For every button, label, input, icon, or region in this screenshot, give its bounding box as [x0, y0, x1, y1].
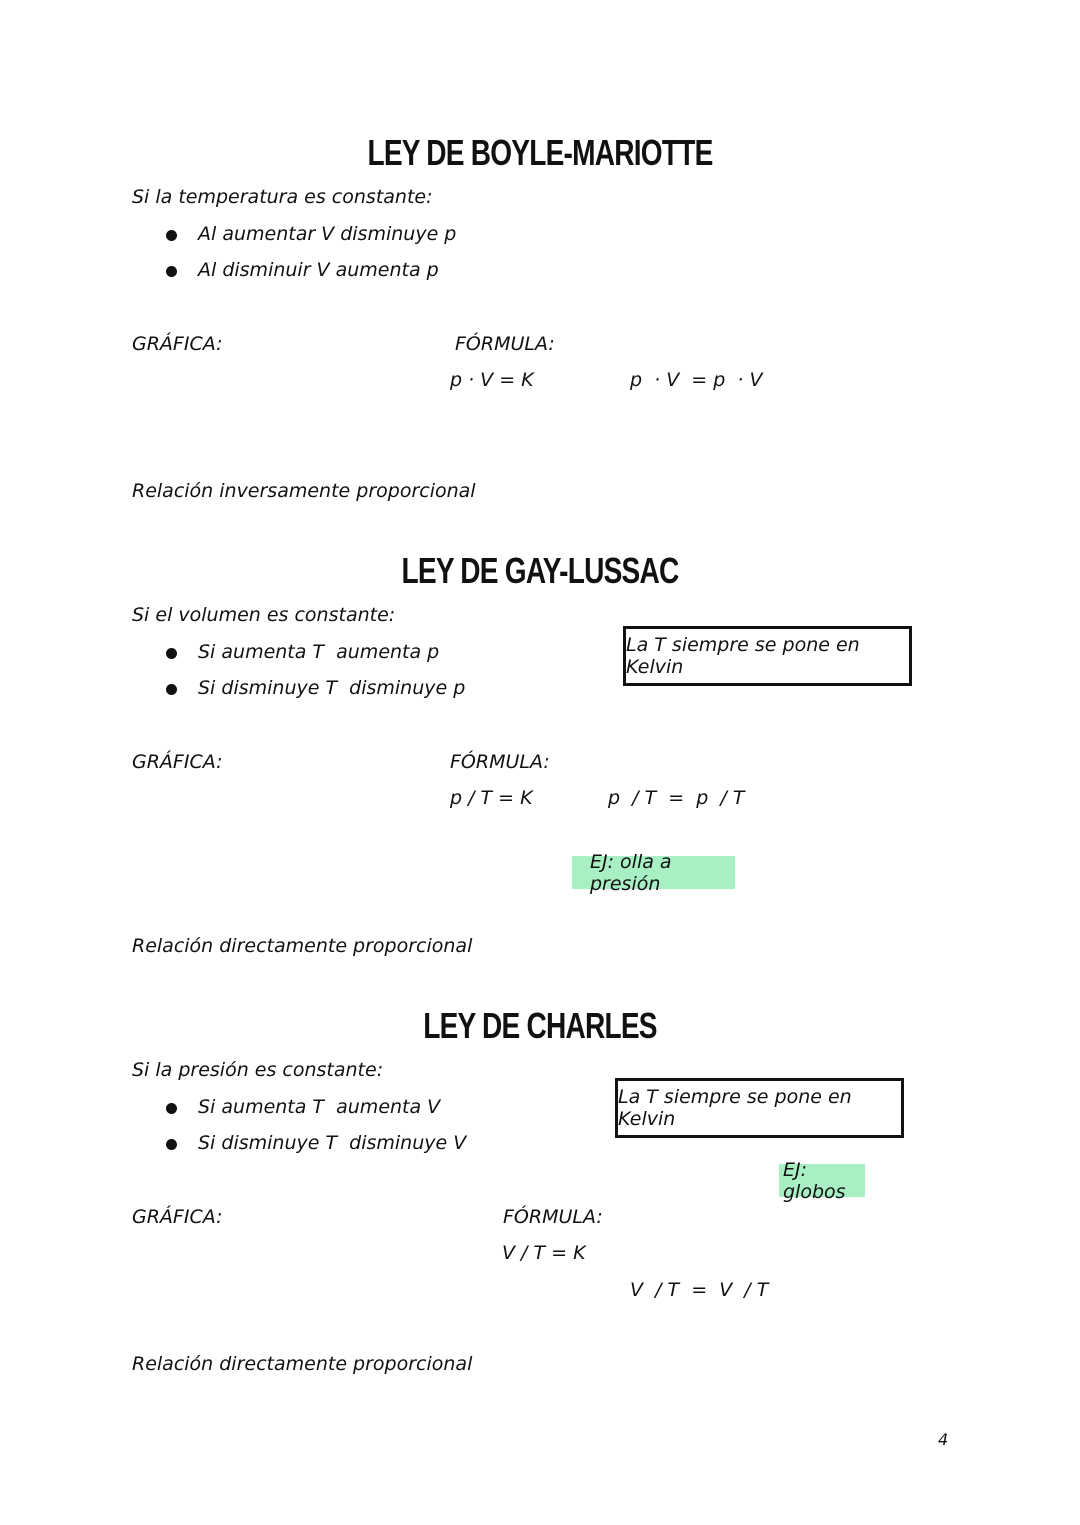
condition-text: Si el volumen es constante: — [132, 604, 396, 626]
formula: p / T = K — [450, 787, 533, 809]
formula: V / T = K — [502, 1242, 586, 1264]
bullet-icon — [166, 1103, 177, 1114]
relation-text: Relación directamente proporcional — [132, 1353, 473, 1375]
formula: p · V = K — [450, 369, 534, 391]
bullet-item: Si disminuye T disminuye V — [198, 1132, 467, 1154]
bullet-item: Si aumenta T aumenta p — [198, 641, 440, 663]
formula-label: FÓRMULA: — [503, 1206, 603, 1228]
formula-equality: p · V = p · V — [630, 369, 763, 391]
bullet-icon — [166, 266, 177, 277]
relation-text: Relación directamente proporcional — [132, 935, 473, 957]
formula-label: FÓRMULA: — [450, 751, 550, 773]
graph-label: GRÁFICA: — [132, 333, 223, 355]
example-highlight: EJ: olla a presión — [572, 856, 735, 889]
formula-equality: p / T = p / T — [608, 787, 745, 809]
page-number: 4 — [938, 1430, 949, 1449]
section-title-boyle: LEY DE BOYLE-MARIOTTE — [367, 132, 713, 173]
bullet-icon — [166, 1139, 177, 1150]
bullet-item: Al disminuir V aumenta p — [198, 259, 439, 281]
section-title-charles: LEY DE CHARLES — [423, 1005, 657, 1046]
bullet-item: Si aumenta T aumenta V — [198, 1096, 441, 1118]
bullet-item: Si disminuye T disminuye p — [198, 677, 466, 699]
bullet-icon — [166, 230, 177, 241]
example-highlight: EJ: globos — [779, 1164, 865, 1197]
kelvin-note-box: La T siempre se pone en Kelvin — [615, 1078, 904, 1138]
relation-text: Relación inversamente proporcional — [132, 480, 476, 502]
formula-equality: V / T = V / T — [630, 1279, 769, 1301]
section-title-gay-lussac: LEY DE GAY-LUSSAC — [401, 550, 679, 591]
graph-label: GRÁFICA: — [132, 1206, 223, 1228]
condition-text: Si la presión es constante: — [132, 1059, 384, 1081]
bullet-icon — [166, 684, 177, 695]
graph-label: GRÁFICA: — [132, 751, 223, 773]
formula-label: FÓRMULA: — [455, 333, 555, 355]
bullet-icon — [166, 648, 177, 659]
kelvin-note-box: La T siempre se pone en Kelvin — [623, 626, 912, 686]
condition-text: Si la temperatura es constante: — [132, 186, 433, 208]
bullet-item: Al aumentar V disminuye p — [198, 223, 457, 245]
